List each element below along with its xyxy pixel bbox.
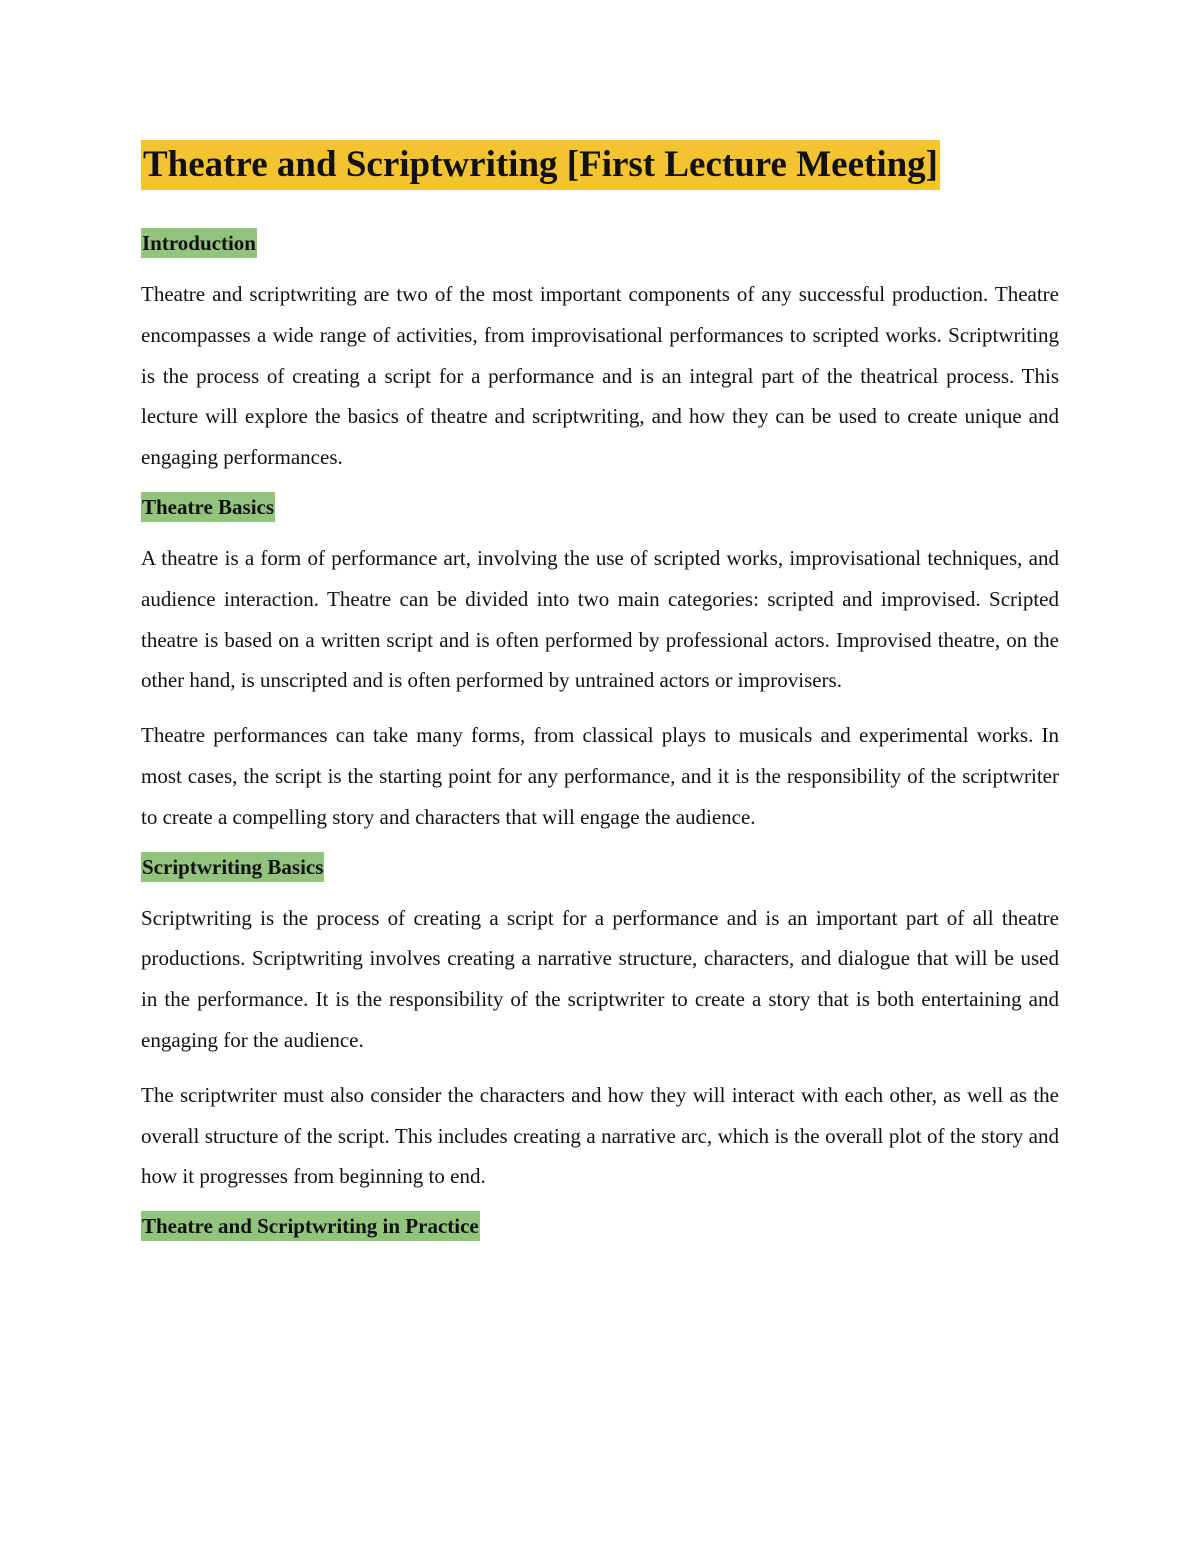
section-heading-scriptwriting-basics: Scriptwriting Basics: [141, 852, 324, 882]
section-heading-in-practice: Theatre and Scriptwriting in Practice: [141, 1211, 480, 1241]
document-page: [141, 140, 1059, 1241]
paragraph-introduction: Theatre and scriptwriting are two of the most important components of any successful production. Theatre encompasses a wide range of activities, from improvisational performances to scripted works. Scriptwriting is the process of creating a script for a performance and is an integral part of the theatrical process. This lecture will explore the basics of theatre and scriptwriting, and how they can be used to create unique and engaging performances.: [141, 282, 1059, 470]
section-heading-row: [141, 852, 1059, 882]
document-title: Theatre and Scriptwriting [First Lecture Meeting]: [141, 140, 940, 190]
paragraph-scriptwriting-basics-2: The scriptwriter must also consider the characters and how they will interact with each other, as well as the overall structure of the script. This includes creating a narrative arc, which is the overall plot of the story and how it progresses from beginning to end.: [141, 1082, 1059, 1189]
section-heading-row: [141, 492, 1059, 522]
paragraph-scriptwriting-basics-1: Scriptwriting is the process of creating a script for a performance and is an important part of all theatre productions. Scriptwriting involves creating a narrative structure, characters, and dialogue that will be used in the performance. It is the responsibility of the scriptwriter to create a story that is both entertaining and engaging for the audience.: [141, 905, 1059, 1052]
section-heading-row: [141, 1211, 1059, 1241]
paragraph-theatre-basics-2: Theatre performances can take many forms, from classical plays to musicals and experimental works. In most cases, the script is the starting point for any performance, and it is the responsibility of the scriptwriter to create a compelling story and characters that will engage the audience.: [141, 723, 1059, 829]
section-heading-introduction: Introduction: [141, 228, 257, 258]
section-heading-row: [141, 228, 1059, 258]
section-heading-theatre-basics: Theatre Basics: [141, 492, 275, 522]
title-row: [141, 140, 1059, 192]
paragraph-theatre-basics-1: A theatre is a form of performance art, involving the use of scripted works, improvisational techniques, and audience interaction. Theatre can be divided into two main categories: scripted and improvised. Scripted theatre is based on a written script and is often performed by professional actors. Improvised theatre, on the other hand, is unscripted and is often performed by untrained actors or improvisers.: [141, 545, 1059, 693]
